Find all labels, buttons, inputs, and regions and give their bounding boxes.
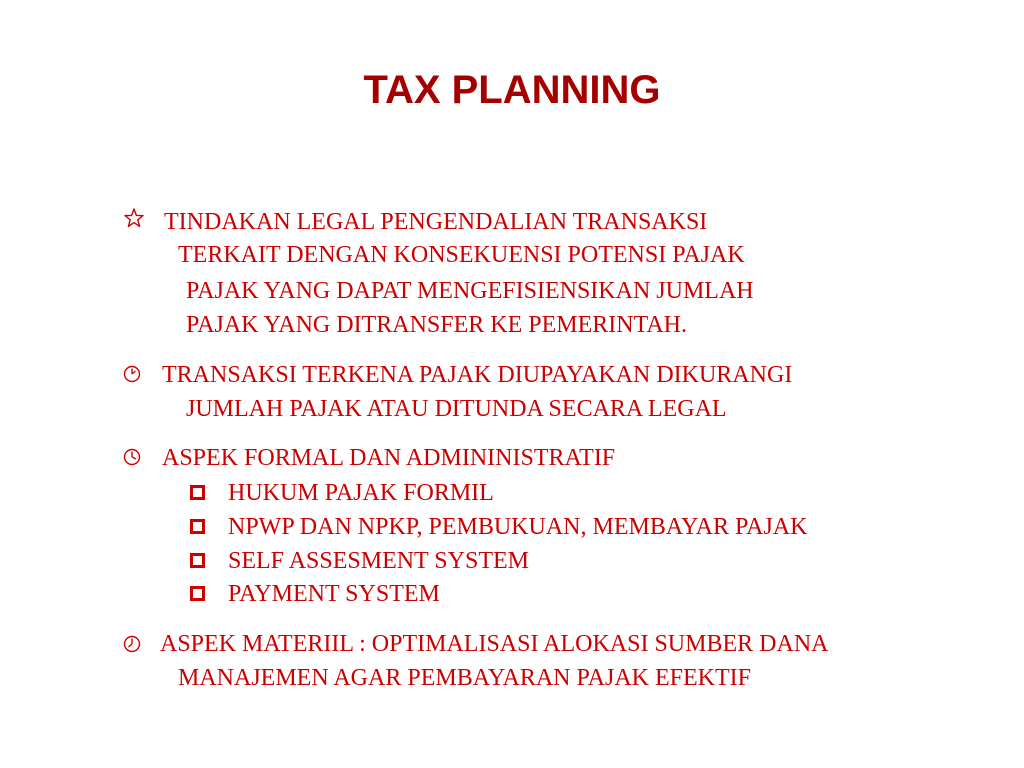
item-4-line-2: MANAJEMEN AGAR PEMBAYARAN PAJAK EFEKTIF [178,665,751,691]
item-3-line-1: ASPEK FORMAL DAN ADMININISTRATIF [162,445,616,471]
square-bullet-icon [190,586,205,601]
subitem-2: NPWP DAN NPKP, PEMBUKUAN, MEMBAYAR PAJAK [228,514,808,540]
item-2-line-1: TRANSAKSI TERKENA PAJAK DIUPAYAKAN DIKURANGI [162,362,793,388]
clock-icon [122,364,142,384]
subitem-4: PAYMENT SYSTEM [228,581,440,607]
item-1-line-4: PAJAK YANG DITRANSFER KE PEMERINTAH. [186,312,688,338]
subitem-3: SELF ASSESMENT SYSTEM [228,548,529,574]
clock-icon [122,634,142,654]
slide-title: TAX PLANNING [363,68,661,112]
square-bullet-icon [190,485,205,500]
subitem-1: HUKUM PAJAK FORMIL [228,480,494,506]
square-bullet-icon [190,553,205,568]
item-1-line-2: TERKAIT DENGAN KONSEKUENSI POTENSI PAJAK [178,242,745,268]
item-2-line-2: JUMLAH PAJAK ATAU DITUNDA SECARA LEGAL [186,396,727,422]
clock-icon [122,447,142,467]
item-4-line-1: ASPEK MATERIIL : OPTIMALISASI ALOKASI SUMBER DANA [160,631,829,657]
square-bullet-icon [190,519,205,534]
item-1-line-3: PAJAK YANG DAPAT MENGEFISIENSIKAN JUMLAH [186,278,754,304]
star-icon [124,208,144,228]
item-1-line-1: TINDAKAN LEGAL PENGENDALIAN TRANSAKSI [164,209,708,235]
